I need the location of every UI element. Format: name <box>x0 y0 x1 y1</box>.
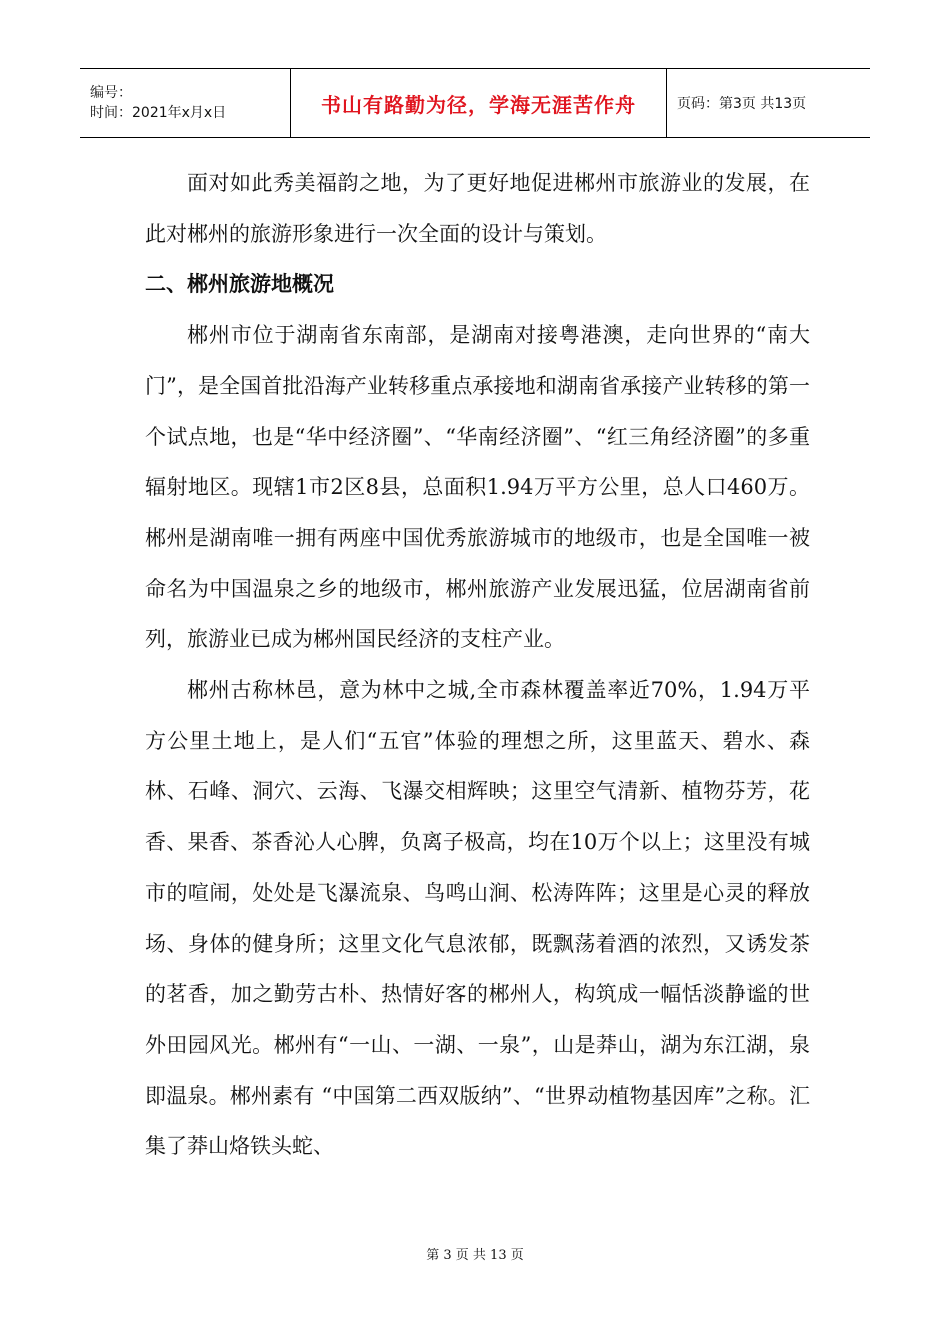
header-page-info: 页码：第3页 共13页 <box>677 96 807 112</box>
footer-page-number: 第 3 页 共 13 页 <box>426 1248 524 1263</box>
document-time-label: 时间：2021年x月x日 <box>90 105 227 121</box>
paragraph-intro: 面对如此秀美福韵之地，为了更好地促进郴州市旅游业的发展，在此对郴州的旅游形象进行一次全面的设计与策划。 <box>145 171 810 246</box>
paragraph-location: 郴州市位于湖南省东南部，是湖南对接粤港澳，走向世界的“南大门”，是全国首批沿海产业转移重点承接地和湖南省承接产业转移的第一个试点地，也是“华中经济圈”、“华南经济圈”、“红三角经济圈”的多重辐射地区。现辖1市2区8县，总面积1.94万平方公里，总人口460万。郴州是湖南唯一拥有两座中国优秀旅游城市的地级市，也是全国唯一被命名为中国温泉之乡的地级市，郴州旅游产业发展迅猛，位居湖南省前列，旅游业已成为郴州国民经济的支柱产业。 <box>145 323 810 652</box>
paragraph-nature: 郴州古称林邑，意为林中之城,全市森林覆盖率近70%，1.94万平方公里土地上，是人们“五官”体验的理想之所，这里蓝天、碧水、森林、石峰、洞穴、云海、飞瀑交相辉映；这里空气清新、植物芬芳，花香、果香、茶香沁人心脾，负离子极高，均在10万个以上；这里没有城市的喧闹，处处是飞瀑流泉、鸟鸣山涧、松涛阵阵；这里是心灵的释放场、身体的健身所；这里文化气息浓郁，既飘荡着酒的浓烈，又诱发茶的茗香，加之勤劳古朴、热情好客的郴州人，构筑成一幅恬淡静谧的世外田园风光。郴州有“一山、一湖、一泉”，山是莽山，湖为东江湖，泉即温泉。郴州素有 “中国第二西双版纳”、“世界动植物基因库”之称。汇集了莽山烙铁头蛇、 <box>145 678 810 1159</box>
header-page-info-cell <box>667 69 870 137</box>
header-motto-cell <box>291 69 667 137</box>
document-number-label: 编号： <box>90 85 132 101</box>
section-heading: 二、郴州旅游地概况 <box>145 272 334 297</box>
header-meta <box>80 69 291 137</box>
page-header <box>80 68 870 138</box>
document-body <box>145 158 810 1172</box>
header-motto: 书山有路勤为径，学海无涯苦作舟 <box>321 92 636 117</box>
page-footer <box>0 1244 950 1263</box>
